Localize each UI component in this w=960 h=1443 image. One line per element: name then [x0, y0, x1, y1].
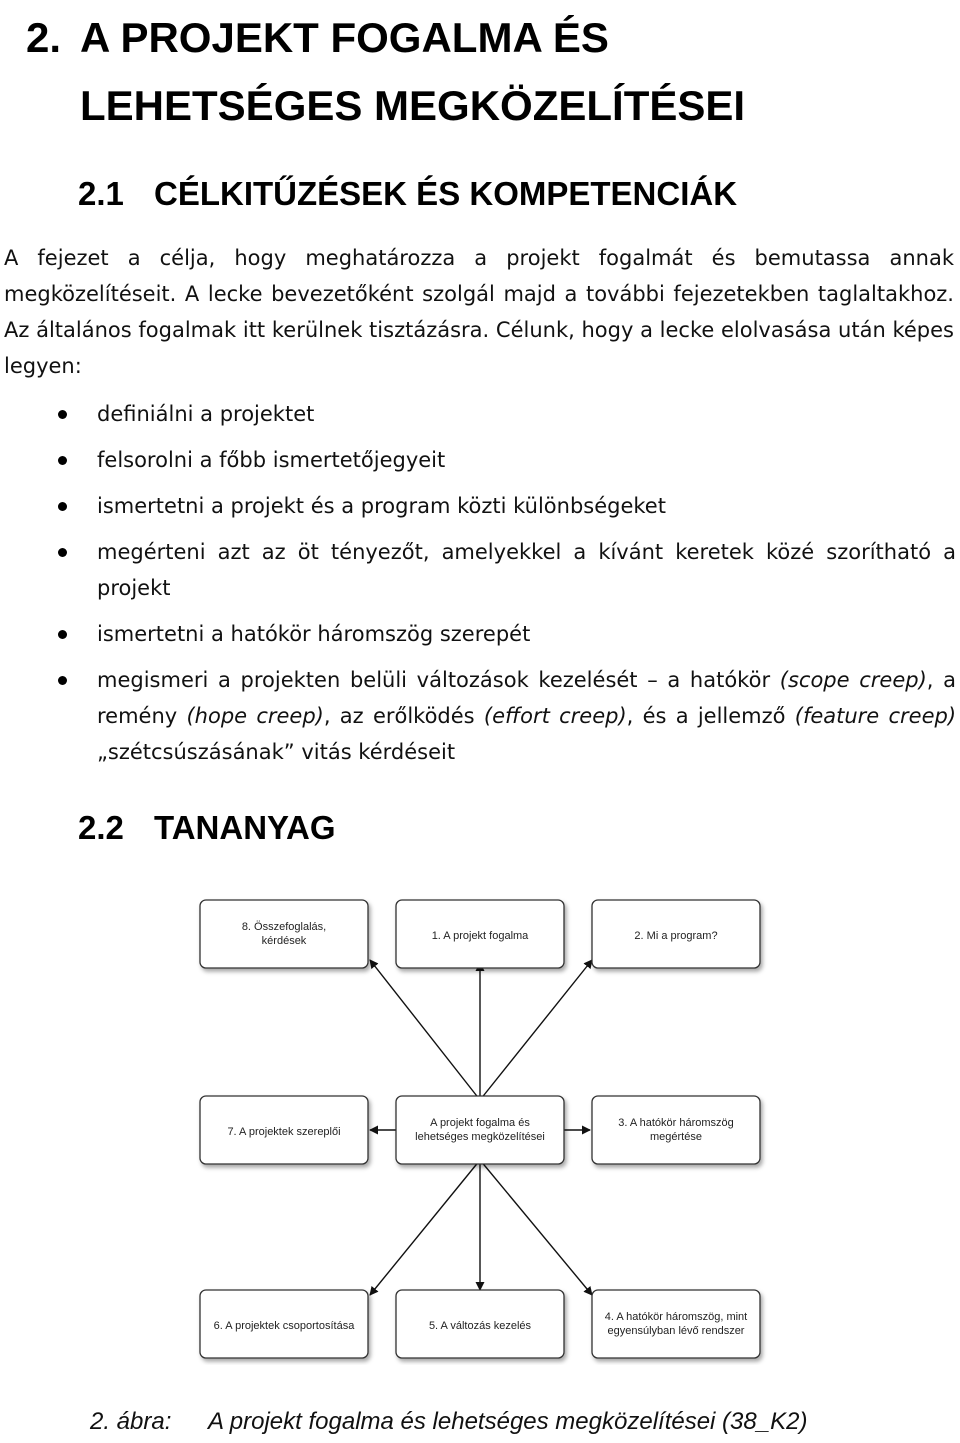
node-label: 2. Mi a program? — [634, 930, 718, 942]
bullet-icon — [58, 548, 67, 557]
node-label: lehetséges megközelítései — [415, 1131, 545, 1143]
goal-text — [97, 668, 956, 764]
node-label: 4. A hatókör háromszög, mint — [604, 1311, 748, 1323]
diagram-node-6 — [200, 1290, 368, 1358]
chapter-heading — [26, 4, 745, 140]
goal-text: felsorolni a főbb ismertetőjegyeit — [97, 448, 446, 472]
node-box — [592, 1290, 760, 1358]
list-item — [0, 488, 956, 524]
diagram-node-7 — [200, 1096, 368, 1164]
goal-text: ismertetni a hatókör háromszög szerepét — [97, 622, 531, 646]
diagram-center-node — [396, 1096, 564, 1164]
arrow-to-node-4 — [480, 1160, 592, 1295]
list-item — [0, 396, 956, 432]
node-label: 6. A projektek csoportosítása — [213, 1320, 355, 1332]
list-item — [0, 616, 956, 652]
node-label: A projekt fogalma és — [430, 1117, 530, 1129]
goal-text-part: „szétcsúszásának” vitás kérdéseit — [97, 740, 456, 764]
node-label: 3. A hatókör háromszög — [618, 1117, 734, 1129]
goal-term: (feature creep) — [794, 704, 957, 728]
diagram-node-3 — [592, 1096, 760, 1164]
goal-term: (effort creep) — [483, 704, 627, 728]
node-label: 7. A projektek szereplői — [227, 1126, 341, 1138]
node-box — [592, 1096, 760, 1164]
bullet-icon — [58, 676, 67, 685]
goal-text-part: , és a jellemző — [626, 704, 795, 728]
bullet-icon — [58, 410, 67, 419]
concept-diagram — [190, 885, 770, 1365]
goal-term: (hope creep) — [186, 704, 324, 728]
bullet-icon — [58, 630, 67, 639]
goal-text-part: megismeri a projekten belüli változások kezelését – a hatókör — [97, 668, 780, 692]
section-title: TANANYAG — [154, 809, 336, 846]
section-title: CÉLKITŰZÉSEK ÉS KOMPETENCIÁK — [154, 175, 738, 212]
caption-label: 2. ábra: — [90, 1408, 172, 1435]
arrow-to-node-6 — [370, 1160, 480, 1295]
section-number: 2.1 — [78, 175, 124, 212]
goal-text-part: , a remény — [97, 668, 956, 728]
goal-text: ismertetni a projekt és a program közti különbségeket — [97, 494, 666, 518]
diagram-node-1 — [396, 900, 564, 968]
diagram-node-5 — [396, 1290, 564, 1358]
chapter-title-line2: LEHETSÉGES MEGKÖZELÍTÉSEI — [80, 82, 746, 129]
node-label: kérdések — [261, 935, 307, 947]
caption-text: A projekt fogalma és lehetséges megközelítései (38_K2) — [208, 1408, 808, 1435]
bullet-icon — [58, 502, 67, 511]
list-item — [0, 534, 956, 606]
chapter-number: 2. — [26, 14, 62, 61]
goal-term: (scope creep) — [779, 668, 927, 692]
bullet-icon — [58, 456, 67, 465]
section-heading-material — [78, 808, 336, 848]
goal-text: megérteni azt az öt tényezőt, amelyekkel a kívánt keretek közé szorítható a projekt — [97, 540, 956, 600]
node-box — [396, 1096, 564, 1164]
diagram-node-4 — [592, 1290, 760, 1358]
node-label: 1. A projekt fogalma — [431, 930, 529, 942]
node-label: 8. Összefoglalás, — [241, 921, 327, 933]
node-box — [200, 900, 368, 968]
goal-text: definiálni a projektet — [97, 402, 315, 426]
chapter-title-line1: A PROJEKT FOGALMA ÉS — [80, 14, 609, 61]
goal-text-part: , az erőlködés — [323, 704, 484, 728]
arrow-to-node-8 — [370, 960, 480, 1100]
goals-list — [0, 396, 956, 780]
arrow-to-node-2 — [480, 960, 592, 1100]
node-label: 5. A változás kezelés — [428, 1320, 532, 1332]
diagram-node-8 — [200, 900, 368, 968]
node-label: megértése — [650, 1131, 702, 1143]
list-item — [0, 442, 956, 478]
section-heading-objectives — [78, 174, 737, 214]
node-label: egyensúlyban lévő rendszer — [607, 1325, 745, 1337]
section-number: 2.2 — [78, 809, 124, 846]
list-item — [0, 662, 956, 770]
intro-paragraph: A fejezet a célja, hogy meghatározza a projekt fogalmát és bemutassa annak megközelítéseit. A lecke bevezetőként szolgál majd a további fejezetekben taglaltakhoz. Az általános fogalmak itt kerülnek tisztázásra. Célunk, hogy a lecke elolvasása után képes legyen: — [4, 246, 954, 378]
figure-caption — [90, 1404, 807, 1440]
diagram-node-2 — [592, 900, 760, 968]
